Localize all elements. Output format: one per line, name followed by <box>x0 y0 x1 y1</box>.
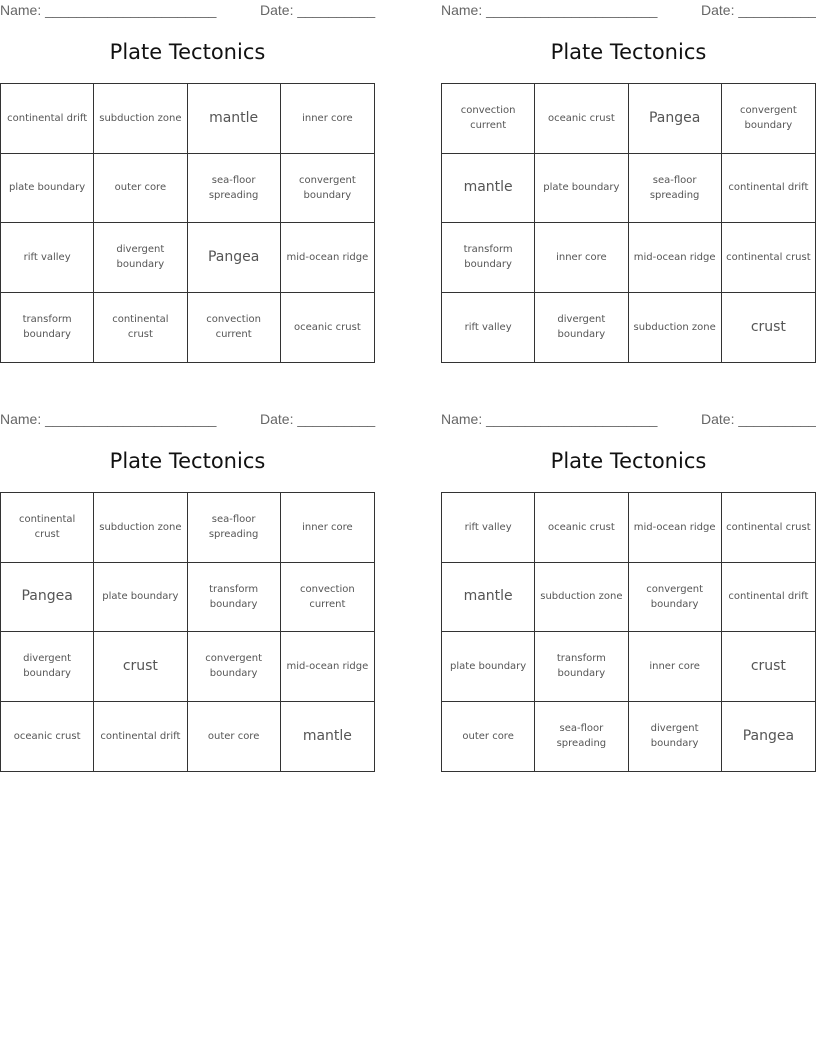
bingo-cell: plate boundary <box>94 563 187 633</box>
bingo-cell: oceanic crust <box>535 84 628 154</box>
bingo-cell: mid-ocean ridge <box>629 493 722 563</box>
bingo-cell: plate boundary <box>1 154 94 224</box>
bingo-cell: rift valley <box>442 493 535 563</box>
bingo-cell: crust <box>722 632 815 702</box>
bingo-cell: crust <box>94 632 187 702</box>
bingo-cell: mantle <box>188 84 281 154</box>
bingo-cell: sea-floor spreading <box>535 702 628 772</box>
card-title: Plate Tectonics <box>109 449 266 473</box>
bingo-grid <box>441 83 816 363</box>
bingo-cell: oceanic crust <box>293 321 361 333</box>
bingo-cell: convergent boundary <box>188 632 281 702</box>
bingo-cell: continental drift <box>722 563 815 633</box>
date-field: Date: __________ <box>260 411 376 427</box>
bingo-cell: continental crust <box>94 293 187 363</box>
bingo-cell: sea-floor spreading <box>188 154 281 224</box>
bingo-cell: plate boundary <box>535 154 628 224</box>
name-field: Name: ______________________ <box>441 411 658 427</box>
bingo-grid <box>0 83 375 363</box>
bingo-cell: outer core <box>188 702 281 772</box>
bingo-grid <box>0 492 375 772</box>
bingo-cell: divergent boundary <box>1 632 94 702</box>
bingo-cell: transform boundary <box>1 293 94 363</box>
bingo-cell: crust <box>750 318 786 335</box>
bingo-cell: convergent boundary <box>629 563 722 633</box>
date-field: Date: __________ <box>260 2 376 18</box>
bingo-cell: divergent boundary <box>629 702 722 772</box>
bingo-cell: convergent boundary <box>722 84 815 154</box>
bingo-cell: Pangea <box>1 563 94 633</box>
name-field: Name: ______________________ <box>0 2 217 18</box>
bingo-cell: rift valley <box>442 293 535 363</box>
bingo-cell: inner core <box>629 632 722 702</box>
bingo-cell: oceanic crust <box>535 493 628 563</box>
bingo-cell: subduction zone <box>629 293 722 363</box>
bingo-cell: rift valley <box>1 223 94 293</box>
bingo-cell: inner core <box>535 223 628 293</box>
bingo-cell: transform boundary <box>188 563 281 633</box>
bingo-cell: inner core <box>281 84 374 154</box>
bingo-cell: oceanic crust <box>1 702 94 772</box>
card-title: Plate Tectonics <box>550 40 707 64</box>
date-field: Date: __________ <box>701 411 816 427</box>
bingo-cell: mid-ocean ridge <box>629 223 722 293</box>
bingo-cell: mantle <box>302 727 352 744</box>
bingo-cell: Pangea <box>742 727 795 744</box>
bingo-cell: outer core <box>94 154 187 224</box>
bingo-cell: subduction zone <box>94 84 187 154</box>
bingo-cell: mantle <box>442 154 535 224</box>
bingo-cell: convection current <box>442 84 535 154</box>
bingo-cell: divergent boundary <box>535 293 628 363</box>
bingo-cell: transform boundary <box>535 632 628 702</box>
bingo-cell: continental drift <box>94 702 187 772</box>
bingo-cell: continental drift <box>722 154 815 224</box>
bingo-cell: convection current <box>281 563 374 633</box>
bingo-cell: divergent boundary <box>94 223 187 293</box>
bingo-cell: convection current <box>188 293 281 363</box>
bingo-cell: mid-ocean ridge <box>281 223 374 293</box>
bingo-cell: continental drift <box>1 84 94 154</box>
bingo-cell: sea-floor spreading <box>629 154 722 224</box>
bingo-cell: convergent boundary <box>281 154 374 224</box>
name-field: Name: ______________________ <box>0 411 217 427</box>
bingo-grid <box>441 492 816 772</box>
bingo-cell: mantle <box>442 563 535 633</box>
bingo-cell: continental crust <box>1 493 94 563</box>
bingo-cell: subduction zone <box>535 563 628 633</box>
bingo-cell: inner core <box>281 493 374 563</box>
bingo-cell: outer core <box>442 702 535 772</box>
card-title: Plate Tectonics <box>109 40 266 64</box>
bingo-cell: continental crust <box>722 493 815 563</box>
date-field: Date: __________ <box>701 2 816 18</box>
card-title: Plate Tectonics <box>550 449 707 473</box>
bingo-cell: sea-floor spreading <box>188 493 281 563</box>
bingo-cell: transform boundary <box>442 223 535 293</box>
name-field: Name: ______________________ <box>441 2 658 18</box>
bingo-cell: subduction zone <box>94 493 187 563</box>
bingo-cell: Pangea <box>629 84 722 154</box>
bingo-cell: plate boundary <box>442 632 535 702</box>
bingo-cell: continental crust <box>722 223 815 293</box>
bingo-cell: Pangea <box>188 223 281 293</box>
bingo-cell: mid-ocean ridge <box>281 632 374 702</box>
